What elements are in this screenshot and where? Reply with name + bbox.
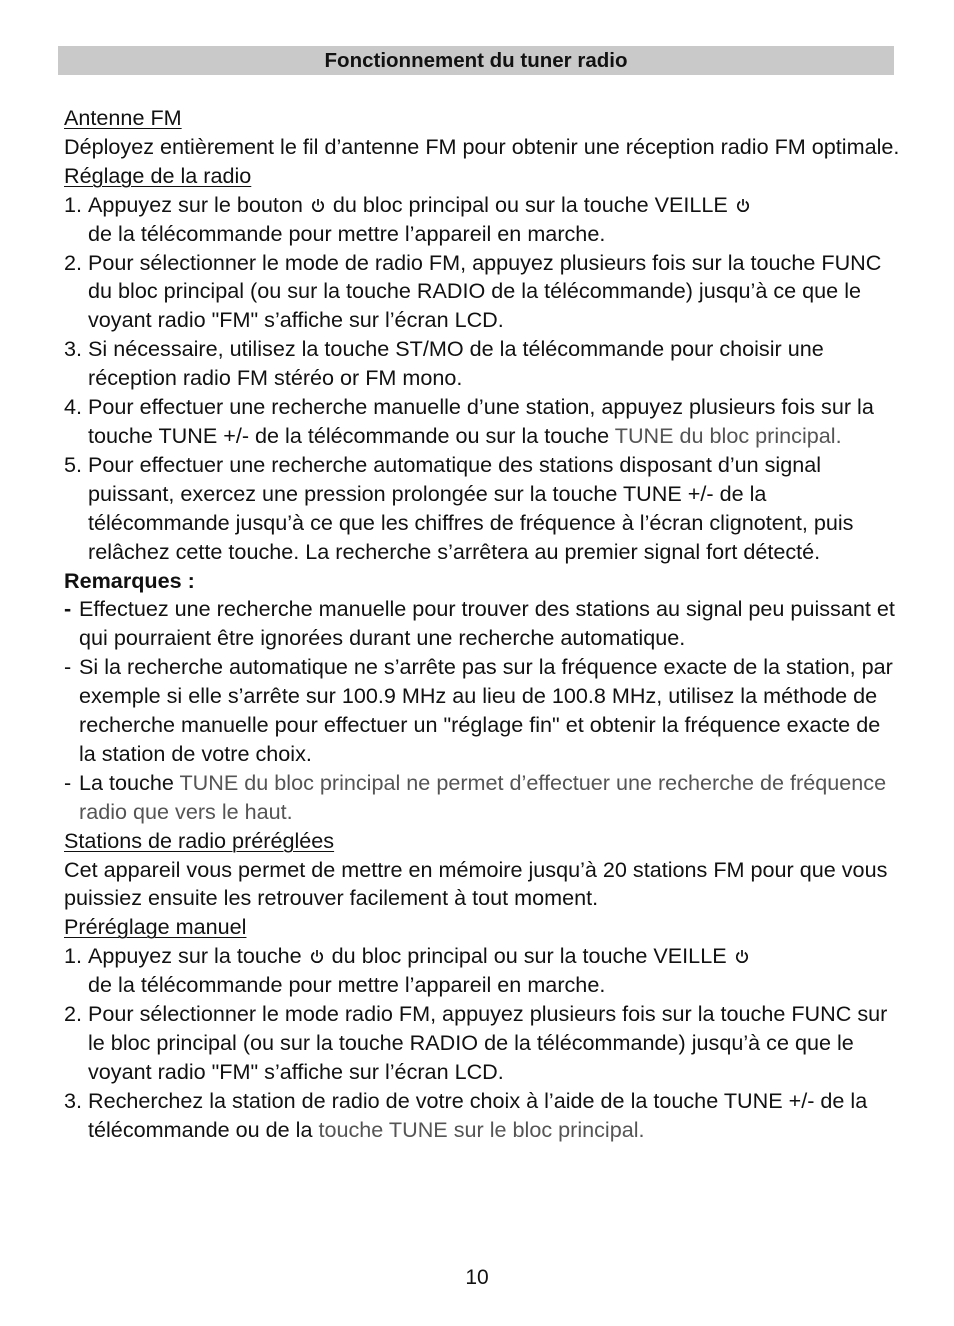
paragraph-antenna: Déployez entièrement le fil d’antenne FM pour obtenir une réception radio FM optimale.: [64, 133, 900, 159]
power-icon: [311, 198, 325, 213]
remark-dash: -: [64, 769, 72, 795]
document-body: [64, 104, 900, 1145]
remark-text: La touche: [79, 769, 174, 795]
remark-text: Si la recherche automatique ne s’arrête pas sur la fréquence exacte de la station, par exemple si elle s’arrête sur 100.9 MHz au lieu de 100.8 MHz, utilisez la méthode de recherche manuelle pour effectuer un "réglage fin" et obtenir la fréquence exacte de la station de votre choix.: [79, 654, 893, 766]
page-number: 10: [465, 1266, 489, 1289]
section-header: [58, 46, 894, 75]
step-text: Pour sélectionner le mode radio FM, appuyez plusieurs fois sur la touche FUNC sur le bloc principal (ou sur la touche RADIO de la télécommande) jusqu’à ce que le voyant radio "FM" s’affiche sur l’écran LCD.: [88, 1001, 888, 1084]
power-icon: [310, 949, 324, 964]
step-text: du bloc principal ou sur la touche VEILLE: [331, 943, 727, 969]
step-text-grey: TUNE du bloc principal.: [614, 422, 842, 448]
tuning-step-3: [64, 335, 900, 393]
manual-step-2: [64, 1000, 900, 1087]
step-text: de la télécommande pour mettre l’appareil en marche.: [88, 972, 606, 998]
step-text: Pour sélectionner le mode de radio FM, appuyez plusieurs fois sur la touche FUNC du bloc principal (ou sur la touche RADIO de la télécommande) jusqu’à ce que le voyant radio "FM" s’affiche sur l’écran LCD.: [88, 249, 882, 333]
heading-antenna: Antenne FM: [64, 105, 182, 130]
remark-3: [64, 769, 900, 827]
step-number: 1.: [64, 943, 83, 969]
step-text: de la télécommande pour mettre l’appareil en marche.: [88, 220, 606, 246]
remark-dash: -: [64, 654, 72, 680]
step-number: 4.: [64, 394, 83, 420]
manual-step-1: [64, 942, 900, 1000]
step-number: 3.: [64, 336, 83, 362]
step-number: 5.: [64, 451, 83, 477]
page-title: Fonctionnement du tuner radio: [324, 49, 628, 72]
tuning-step-2: [64, 249, 900, 336]
remark-text: Effectuez une recherche manuelle pour trouver des stations au signal peu puissant et qui pourraient être ignorées durant une recherche automatique.: [79, 596, 895, 651]
step-text-grey: touche TUNE sur le bloc principal.: [318, 1116, 645, 1142]
step-text: du bloc principal ou sur la touche VEILLE: [332, 191, 728, 217]
heading-manual-preset: Préréglage manuel: [64, 914, 247, 940]
tuning-step-1: [64, 191, 900, 249]
step-text: Appuyez sur la touche: [88, 943, 302, 969]
step-number: 2.: [64, 1001, 83, 1027]
remark-text-grey: TUNE du bloc principal ne permet d’effectuer une recherche de fréquence radio que vers le haut.: [79, 769, 887, 824]
power-icon: [735, 949, 749, 964]
tuning-step-5: [64, 451, 900, 567]
remark-1: [64, 595, 900, 653]
paragraph-presets: Cet appareil vous permet de mettre en mémoire jusqu’à 20 stations FM pour que vous puissiez ensuite les retrouver facilement à tout moment.: [64, 856, 888, 911]
step-number: 2.: [64, 249, 83, 275]
step-text: Si nécessaire, utilisez la touche ST/MO de la télécommande pour choisir une réception radio FM stéréo or FM mono.: [88, 336, 824, 391]
remark-2: [64, 653, 900, 769]
heading-remarks: Remarques :: [64, 567, 195, 593]
step-number: 3.: [64, 1087, 83, 1113]
remark-dash: -: [64, 596, 72, 622]
step-text: Appuyez sur le bouton: [88, 191, 303, 217]
heading-presets: Stations de radio préréglées: [64, 827, 335, 853]
step-text: Pour effectuer une recherche manuelle d’une station, appuyez plusieurs fois sur la touche TUNE +/- de la télécommande ou sur la touche: [88, 394, 874, 448]
heading-tuning: Réglage de la radio: [64, 162, 252, 188]
step-text: Recherchez la station de radio de votre choix à l’aide de la touche TUNE +/- de la télécommande ou de la: [88, 1087, 868, 1142]
tuning-step-4: [64, 393, 900, 451]
step-number: 1.: [64, 191, 83, 217]
power-icon: [736, 198, 750, 213]
step-text: Pour effectuer une recherche automatique des stations disposant d’un signal puissant, exercez une pression prolongée sur la touche TUNE +/- de la télécommande jusqu’à ce que les chiffres de fréquence à l’écran clignotent, puis relâchez cette touche. La recherche s’arrêtera au premier signal fort détecté.: [88, 451, 854, 564]
manual-step-3: [64, 1087, 900, 1145]
